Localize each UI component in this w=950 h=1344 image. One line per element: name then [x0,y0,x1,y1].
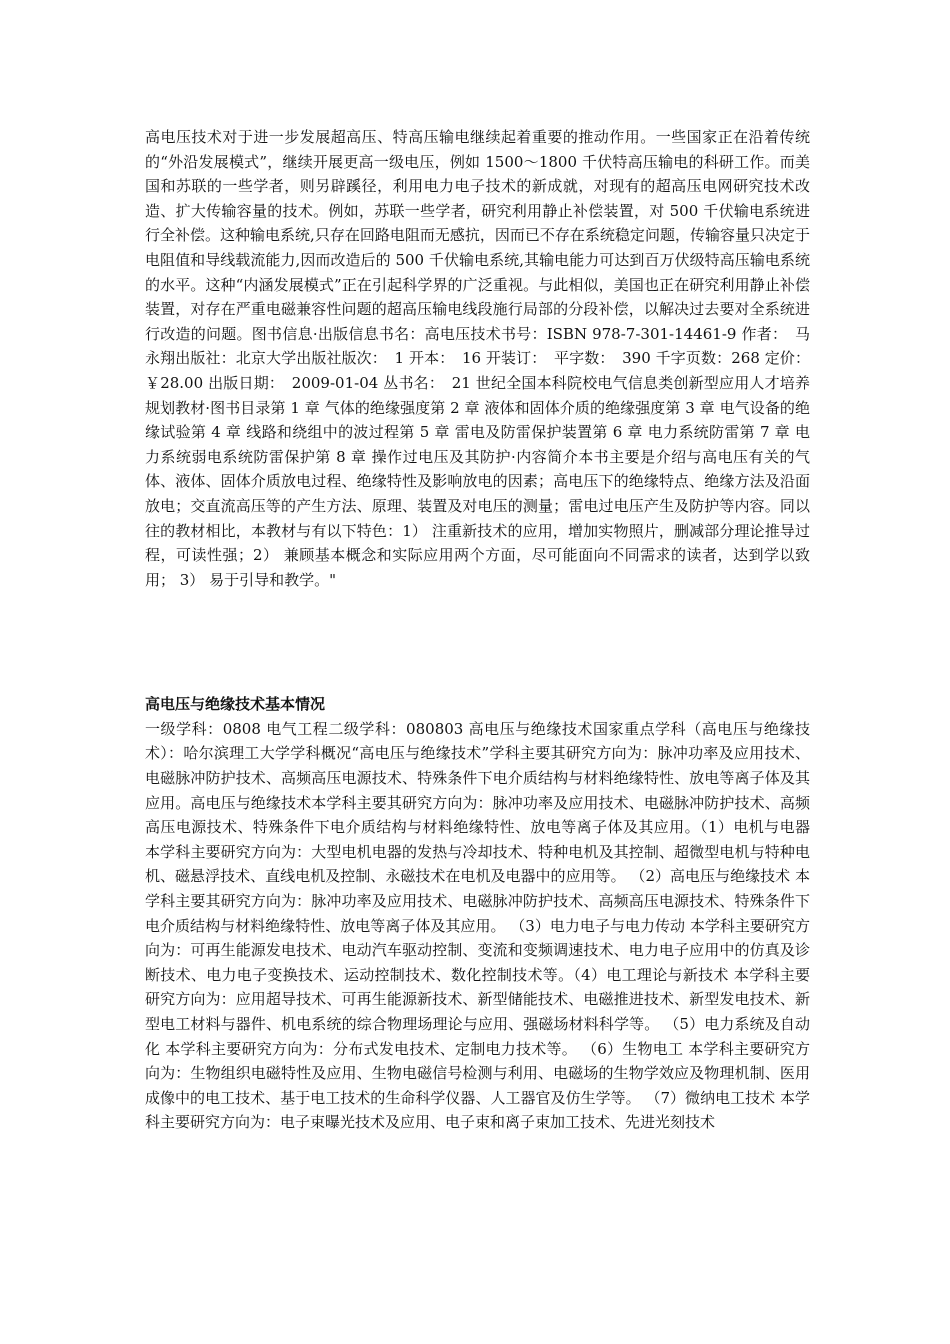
document-body [145,125,810,1135]
section-heading: 高电压与绝缘技术基本情况 [145,695,326,714]
intro-paragraph: 高电压技术对于进一步发展超高压、特高压输电继续起着重要的推动作用。一些国家正在沿着传统的“外沿发展模式”，继续开展更高一级电压，例如 1500～1800 千伏特高压输电的科研工作。而美国和苏联的一些学者，则另辟蹊径，利用电力电子技术的新成就，对现有的超高压电网研究技术改造、扩大传输容量的技术。例如，苏联一些学者，研究利用静止补偿装置，对 500 千伏输电系统进行全补偿。这种输电系统,只存在回路电阻而无感抗，因而已不存在系统稳定问题，传输容量只决定于电阻值和导线载流能力,因而改造后的 500 千伏输电系统,其输电能力可达到百万伏级特高压输电系统的水平。这种“内涵发展模式”正在引起科学界的广泛重视。与此相似，美国也正在研究利用静止补偿装置，对存在严重电磁兼容性问题的超高压输电线段施行局部的分段补偿，以解决过去要对全系统进行改造的问题。图书信息·出版信息书名：高电压技术书号：ISBN 978-7-301-14461-9 作者： 马永翔出版社：北京大学出版社版次： 1 开本： 16 开装订： 平字数： 390 千字页数：268 定价：￥28.00 出版日期： 2009-01-04 丛书名： 21 世纪全国本科院校电气信息类创新型应用人才培养规划教材·图书目录第 1 章 气体的绝缘强度第 2 章 液体和固体介质的绝缘强度第 3 章 电气设备的绝缘试验第 4 章 线路和绕组中的波过程第 5 章 雷电及防雷保护装置第 6 章 电力系统防雷第 7 章 电力系统弱电系统防雷保护第 8 章 操作过电压及其防护·内容简介本书主要是介绍与高电压有关的气体、液体、固体介质放电过程、绝缘特性及影响放电的因素；高电压下的绝缘特点、绝缘方法及沿面放电；交直流高压等的产生方法、原理、装置及对电压的测量；雷电过电压产生及防护等内容。同以往的教材相比，本教材与有以下特色：1） 注重新技术的应用，增加实物照片，删减部分理论推导过程，可读性强；2） 兼顾基本概念和实际应用两个方面，尽可能面向不同需求的读者，达到学以致用； 3） 易于引导和教学。" [145,128,810,589]
paragraph-spacer [145,592,810,692]
section-paragraph: 一级学科：0808 电气工程二级学科：080803 高电压与绝缘技术国家重点学科（高电压与绝缘技术）：哈尔滨理工大学学科概况“高电压与绝缘技术”学科主要其研究方向为：脉冲功率及应用技术、电磁脉冲防护技术、高频高压电源技术、特殊条件下电介质结构与材料绝缘特性、放电等离子体及其应用。高电压与绝缘技术本学科主要其研究方向为：脉冲功率及应用技术、电磁脉冲防护技术、高频高压电源技术、特殊条件下电介质结构与材料绝缘特性、放电等离子体及其应用。（1）电机与电器 本学科主要研究方向为：大型电机电器的发热与冷却技术、特种电机及其控制、超微型电机与特种电机、磁悬浮技术、直线电机及控制、永磁技术在电机及电器中的应用等。 （2）高电压与绝缘技术 本学科主要其研究方向为：脉冲功率及应用技术、电磁脉冲防护技术、高频高压电源技术、特殊条件下电介质结构与材料绝缘特性、放电等离子体及其应用。 （3）电力电子与电力传动 本学科主要研究方向为：可再生能源发电技术、电动汽车驱动控制、变流和变频调速技术、电力电子应用中的仿真及诊断技术、电力电子变换技术、运动控制技术、数化控制技术等。（4）电工理论与新技术 本学科主要研究方向为：应用超导技术、可再生能源新技术、新型储能技术、电磁推进技术、新型发电技术、新型电工材料与器件、机电系统的综合物理场理论与应用、强磁场材料科学等。 （5）电力系统及自动化 本学科主要研究方向为：分布式发电技术、定制电力技术等。 （6）生物电工 本学科主要研究方向为：生物组织电磁特性及应用、生物电磁信号检测与利用、电磁场的生物学效应及物理机制、医用成像中的电工技术、基于电工技术的生命科学仪器、人工器官及仿生学等。 （7）微纳电工技术 本学科主要研究方向为：电子束曝光技术及应用、电子束和离子束加工技术、先进光刻技术 [145,719,810,1132]
